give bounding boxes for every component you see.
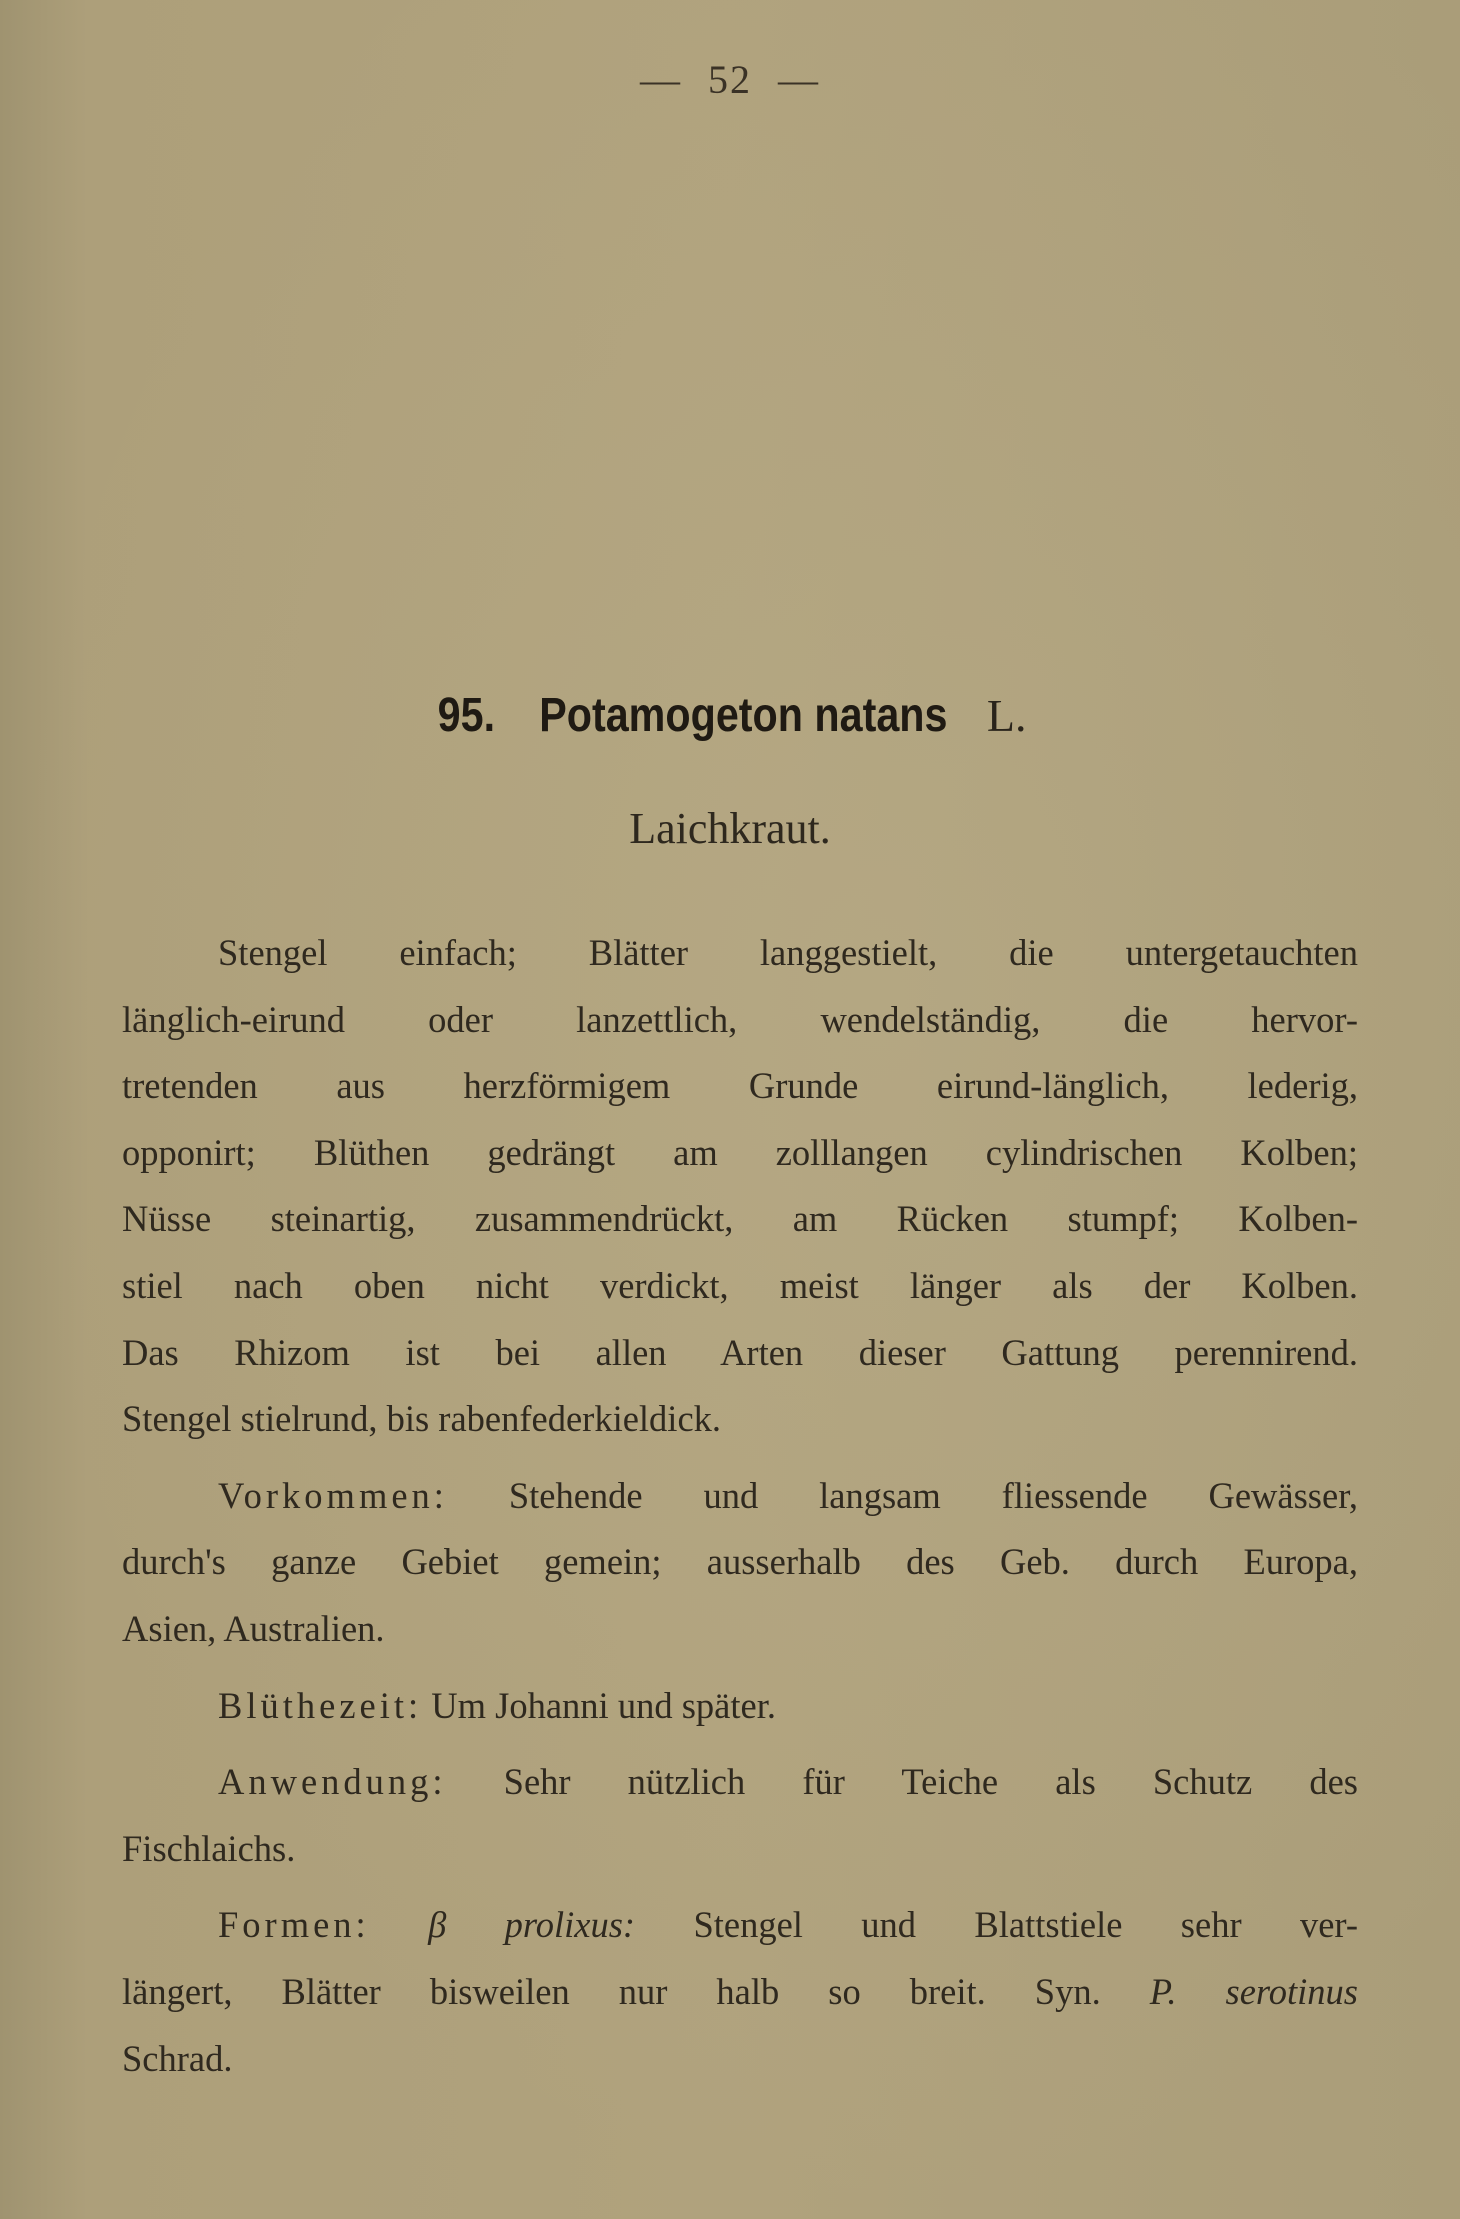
anwendung-line: Fischlaichs. <box>122 1827 296 1869</box>
description-line: stiel nach oben nicht verdickt, meist länger als der Kolben. <box>122 1264 1358 1306</box>
description-line: Nüsse steinartig, zusammendrückt, am Rücken stumpf; Kolben- <box>122 1198 1358 1240</box>
page-number-value: 52 <box>708 57 752 102</box>
anwendung-label: Anwendung: <box>218 1761 447 1803</box>
common-name: Laichkraut. <box>629 804 831 853</box>
page-number-dash-left: — <box>640 57 682 102</box>
vorkommen-line: Asien, Australien. <box>122 1607 385 1649</box>
description-line: Stengel einfach; Blätter langgestielt, die untergetauchten <box>218 932 1358 973</box>
species-author: L. <box>986 690 1027 741</box>
formen-text: Stengel und Blattstiele sehr ver- <box>693 1904 1359 1946</box>
vorkommen-label: Vorkommen: <box>218 1474 448 1516</box>
page-number-dash-right: — <box>778 57 820 102</box>
species-heading <box>0 688 1460 743</box>
formen-line <box>122 1959 1358 2026</box>
variety-symbol: β <box>428 1904 447 1946</box>
species-description <box>122 920 1358 2092</box>
description-line: länglich-eirund oder lanzettlich, wendelständig, die hervor- <box>122 998 1358 1040</box>
species-name: Potamogeton natans <box>539 689 948 742</box>
synonym-species: serotinus <box>1225 1970 1359 2012</box>
anwendung-paragraph <box>122 1749 1358 1816</box>
formen-label: Formen: <box>218 1904 370 1946</box>
description-line: Das Rhizom ist bei allen Arten dieser Gattung perennirend. <box>122 1331 1358 1373</box>
description-line: Stengel stielrund, bis rabenfederkieldick. <box>122 1398 722 1440</box>
species-number: 95. <box>438 689 496 742</box>
synonym-genus: P. <box>1149 1970 1177 2012</box>
description-line: tretenden aus herzförmigem Grunde eirund-länglich, lederig, <box>122 1065 1358 1107</box>
variety-name: prolixus: <box>504 1904 636 1946</box>
description-line: opponirt; Blüthen gedrängt am zolllangen cylindrischen Kolben; <box>122 1131 1358 1173</box>
anwendung-text: Sehr nützlich für Teiche als Schutz des <box>503 1761 1358 1803</box>
formen-line-text: längert, Blätter bisweilen nur halb so breit. Syn. <box>122 1970 1101 2012</box>
bluethezeit-paragraph <box>122 1673 1358 1740</box>
vorkommen-text: Stehende und langsam fliessende Gewässer, <box>508 1474 1359 1516</box>
formen-paragraph <box>122 1892 1358 1959</box>
vorkommen-paragraph <box>122 1463 1358 1530</box>
bluethezeit-text: Um Johanni und später. <box>431 1684 776 1726</box>
vorkommen-line: durch's ganze Gebiet gemein; ausserhalb des Geb. durch Europa, <box>122 1541 1358 1583</box>
bluethezeit-label: Blüthezeit: <box>218 1684 423 1726</box>
page-number <box>0 56 1460 103</box>
formen-line: Schrad. <box>122 2037 233 2079</box>
